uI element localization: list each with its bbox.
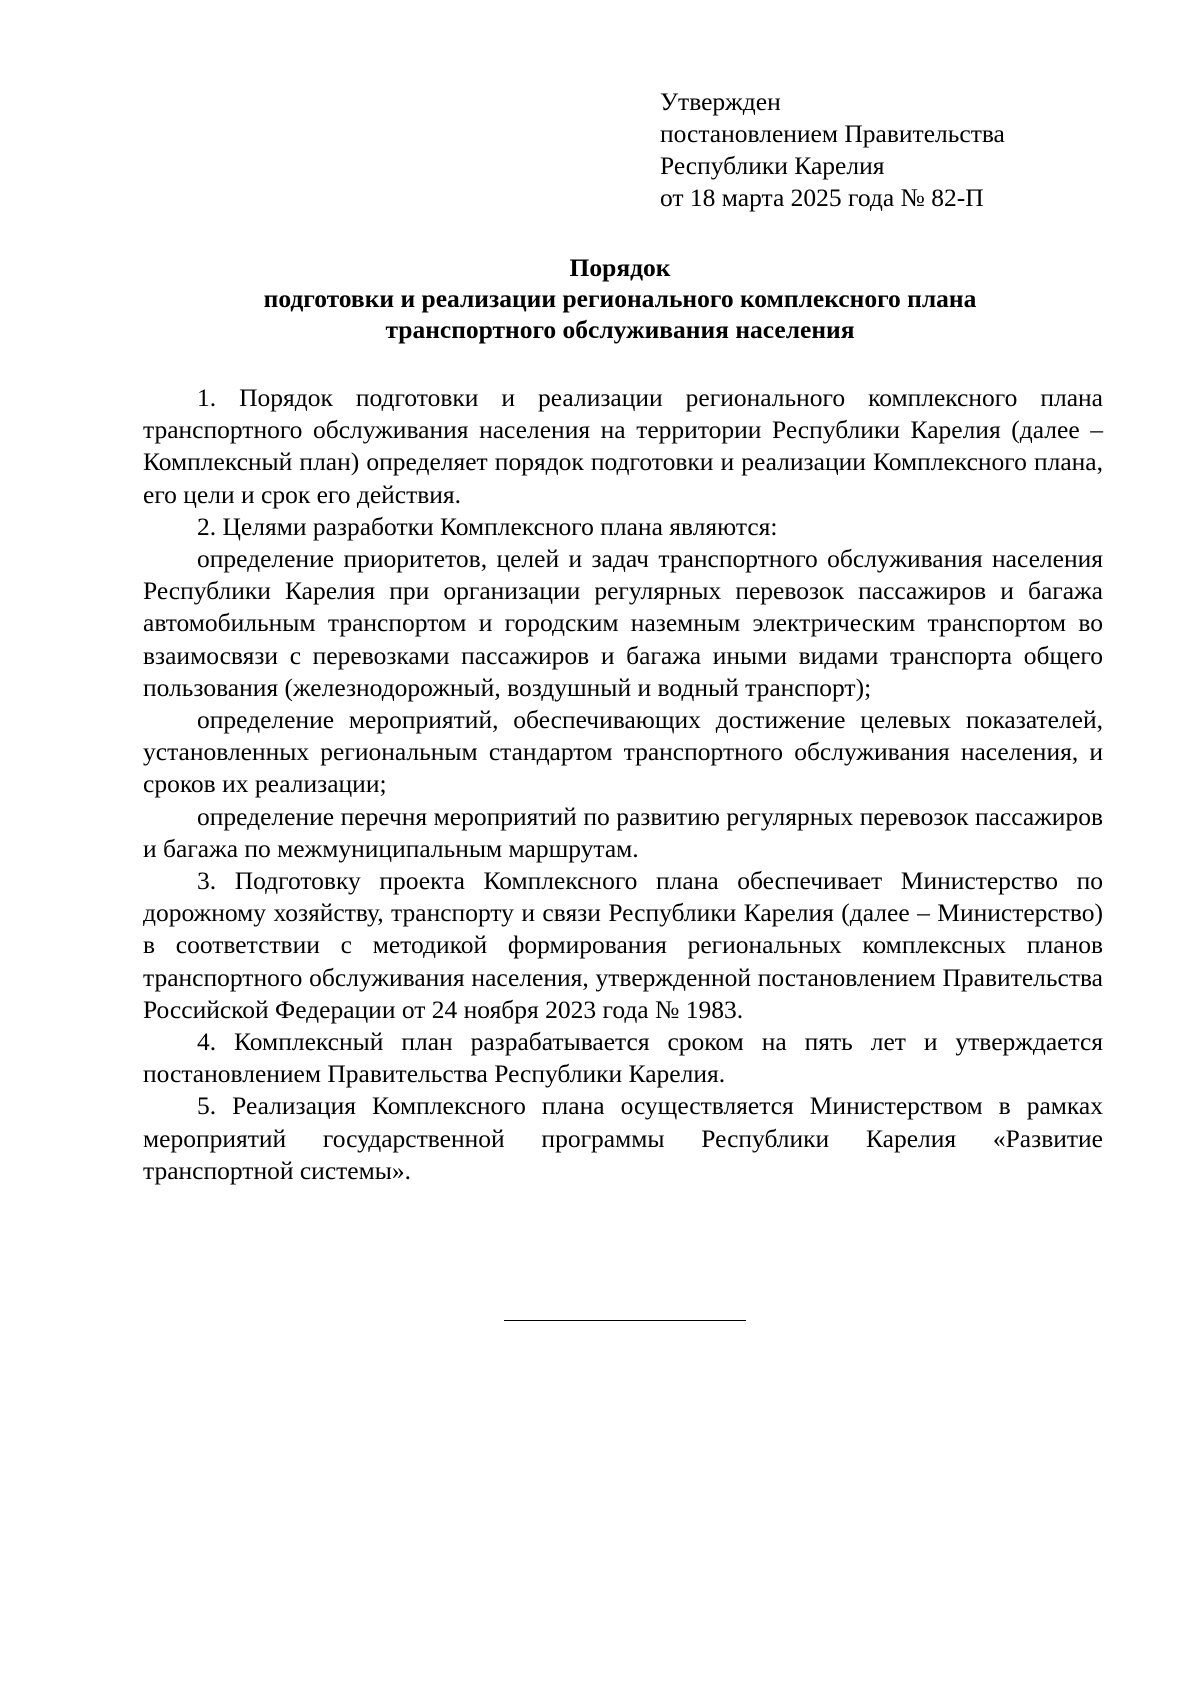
paragraph-2-goal-2: определение мероприятий, обеспечивающих достижение целевых показателей, установленных региональным стандартом транспортного обслуживания населения, и сроков их реализации; (143, 705, 1103, 799)
title-line-1: Порядок (569, 253, 671, 282)
paragraph-5: 5. Реализация Комплексного плана осуществляется Министерством в рамках мероприятий государственной программы Республики Карелия «Развитие транспортной системы». (143, 1091, 1103, 1185)
document-body (143, 382, 1103, 1187)
paragraph-4: 4. Комплексный план разрабатывается сроком на пять лет и утверждается постановлением Правительства Республики Карелия. (143, 1027, 1103, 1089)
approval-line-2: постановлением Правительства (660, 119, 1005, 148)
approval-line-1: Утвержден (660, 87, 781, 116)
title-line-2: подготовки и реализации регионального комплексного плана (263, 284, 977, 313)
approval-line-4: от 18 марта 2025 года № 82-П (660, 183, 984, 212)
document-title (140, 252, 1100, 345)
paragraph-2-goal-1: определение приоритетов, целей и задач транспортного обслуживания населения Республики Карелия при организации регулярных перевозок пассажиров и багажа автомобильным транспортом и городским наземным электрическим транспортом во взаимосвязи с перевозками пассажиров и багажа иными видами транспорта общего пользования (железнодорожный, воздушный и водный транспорт); (143, 544, 1103, 702)
paragraph-1: 1. Порядок подготовки и реализации регионального комплексного плана транспортного обслуживания населения на территории Республики Карелия (далее – Комплексный план) определяет порядок подготовки и реализации Комплексного плана, его цели и срок его действия. (143, 383, 1103, 509)
end-separator-line (504, 1320, 746, 1321)
paragraph-2-goal-3: определение перечня мероприятий по развитию регулярных перевозок пассажиров и багажа по межмуниципальным маршрутам. (143, 801, 1103, 863)
paragraph-3: 3. Подготовку проекта Комплексного плана обеспечивает Министерство по дорожному хозяйству, транспорту и связи Республики Карелия (далее – Министерство) в соответствии с методикой формирования региональных комплексных планов транспортного обслуживания населения, утвержденной постановлением Правительства Российской Федерации от 24 ноября 2023 года № 1983. (143, 866, 1103, 1024)
paragraph-2: 2. Целями разработки Комплексного плана являются: (197, 511, 778, 541)
approval-stamp (660, 86, 1120, 214)
title-line-3: транспортного обслуживания населения (385, 315, 855, 344)
approval-line-3: Республики Карелия (660, 151, 885, 180)
